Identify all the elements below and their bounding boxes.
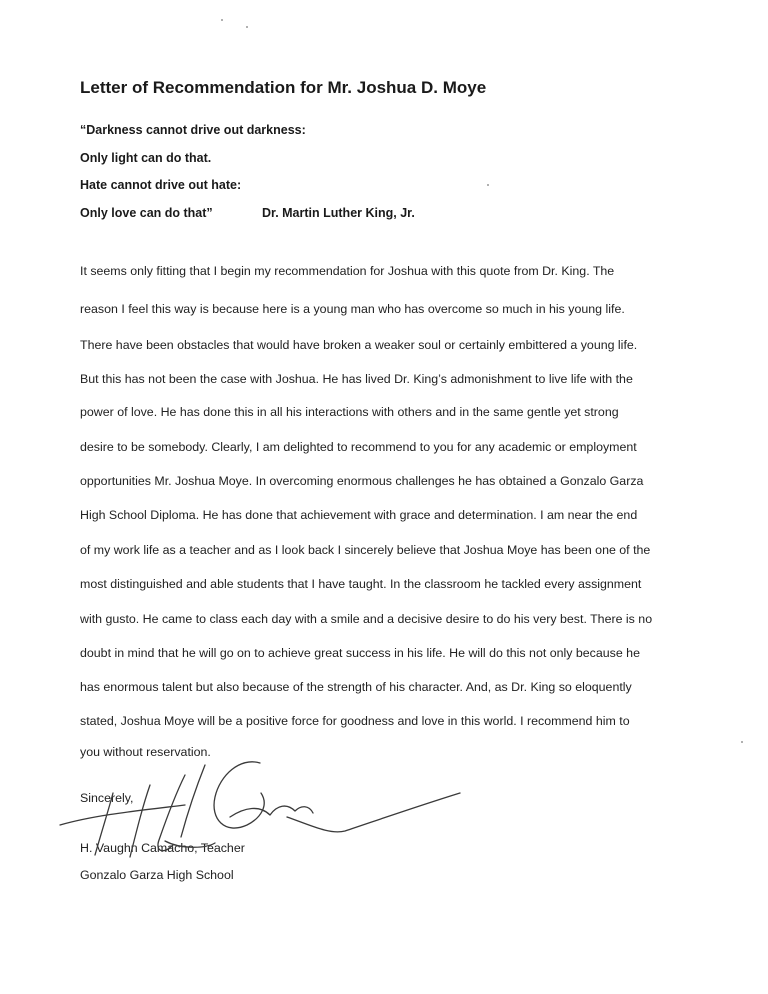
body-line: power of love. He has done this in all his interactions with others and in the same gentle yet strong (80, 405, 619, 419)
handwritten-signature (55, 745, 475, 865)
quote-line-1: “Darkness cannot drive out darkness: (80, 123, 306, 137)
body-line: opportunities Mr. Joshua Moye. In overcoming enormous challenges he has obtained a Gonzalo Garza (80, 474, 644, 488)
quote-author: Dr. Martin Luther King, Jr. (262, 206, 415, 220)
quote-line-3: Hate cannot drive out hate: (80, 178, 242, 192)
quote-line-2: Only light can do that. (80, 151, 212, 165)
body-line: But this has not been the case with Joshua. He has lived Dr. King’s admonishment to live life with the (80, 372, 633, 386)
body-line: stated, Joshua Moye will be a positive force for goodness and love in this world. I recommend him to (80, 714, 630, 728)
scan-speck (246, 26, 248, 28)
body-line: It seems only fitting that I begin my recommendation for Joshua with this quote from Dr. King. The (80, 264, 615, 278)
body-line: High School Diploma. He has done that achievement with grace and determination. I am near the end (80, 508, 638, 522)
scan-speck (221, 19, 223, 21)
scan-speck (487, 184, 489, 186)
body-line: has enormous talent but also because of the strength of his character. And, as Dr. King so eloquently (80, 680, 632, 694)
body-line: most distinguished and able students that I have taught. In the classroom he tackled every assignment (80, 577, 642, 591)
body-line: you without reservation. (80, 745, 211, 759)
quote-line-4: Only love can do that” (80, 206, 213, 220)
signer-name: H. Vaughn Camacho, Teacher (80, 841, 245, 855)
body-line: desire to be somebody. Clearly, I am delighted to recommend to you for any academic or employment (80, 440, 637, 454)
body-line: There have been obstacles that would have broken a weaker soul or certainly embittered a young life. (80, 338, 638, 352)
body-line: doubt in mind that he will go on to achieve great success in his life. He will do this not only because he (80, 646, 640, 660)
closing-salutation: Sincerely, (80, 791, 134, 805)
letter-title: Letter of Recommendation for Mr. Joshua D. Moye (80, 78, 487, 97)
body-line: with gusto. He came to class each day with a smile and a decisive desire to do his very best. There is no (80, 612, 653, 626)
school-name: Gonzalo Garza High School (80, 868, 234, 882)
body-line: of my work life as a teacher and as I look back I sincerely believe that Joshua Moye has been one of the (80, 543, 651, 557)
body-line: reason I feel this way is because here is a young man who has overcome so much in his young life. (80, 302, 625, 316)
scan-speck (741, 741, 743, 743)
